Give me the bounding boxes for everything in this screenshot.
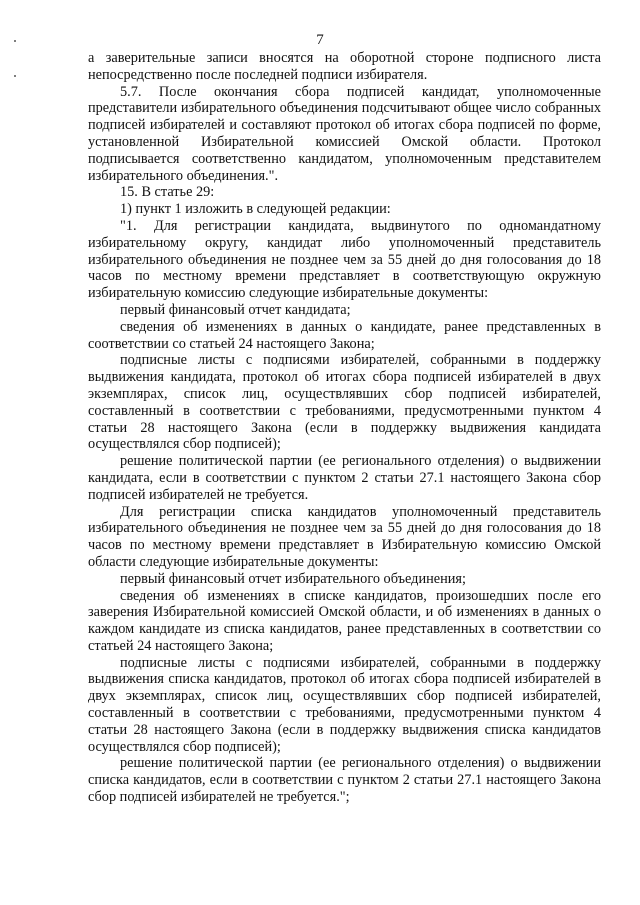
scan-artifact (14, 40, 16, 42)
list-item-list-changes: сведения об изменениях в списке кандидатов, произошедших после его заверения Избирательной комиссией Омской области, и об изменениях в данных о каждом кандидате из списка кандидатов, ранее представленных в соответствии со статьей 24 настоящего Закона; (88, 587, 601, 654)
paragraph-continuation: а заверительные записи вносятся на оборотной стороне подписного листа непосредственно после последней подписи избирателя. (88, 50, 601, 83)
list-item-list-party-decision: решение политической партии (ее регионального отделения) о выдвижении списка кандидатов, если в соответствии с пунктом 2 статьи 27.1 настоящего Закона сбор подписей избирателей не требуется."; (88, 755, 601, 806)
scan-artifact (14, 75, 16, 77)
paragraph-5-7: 5.7. После окончания сбора подписей кандидат, уполномоченные представители избирательного объединения подсчитывают общее число собранных подписей избирателей и составляют протокол об итогах сбора подписей по форме, установленной Избирательной комиссией Омской области. Протокол подписывается соответственно кандидатом, уполномоченным представителем избирательного объединения.". (88, 83, 601, 184)
paragraph-clause-1-text: "1. Для регистрации кандидата, выдвинутого по одномандатному избирательному округу, кандидат либо уполномоченный представитель избирательного объединения не позднее чем за 55 дней до дня голосования до 18 часов по местному времени представляет в соответствующую окружную избирательную комиссию следующие избирательные документы: (88, 217, 601, 302)
list-item-financial-report: первый финансовый отчет кандидата; (120, 301, 351, 318)
page-number: 7 (316, 32, 324, 48)
paragraph-clause-1-intro: 1) пункт 1 изложить в следующей редакции: (120, 201, 391, 218)
paragraph-article-29-heading: 15. В статье 29: (120, 184, 215, 201)
paragraph-list-registration: Для регистрации списка кандидатов уполномоченный представитель избирательного объединения не позднее чем за 55 дней до дня голосования до 18 часов по местному времени представляет в Избирательную комиссию Омской области следующие избирательные документы: (88, 503, 601, 570)
document-body (88, 50, 601, 806)
list-item-party-decision: решение политической партии (ее регионального отделения) о выдвижении кандидата, если в соответствии с пунктом 2 статьи 27.1 настоящего Закона сбор подписей избирателей не требуется. (88, 453, 601, 503)
list-item-list-signature-sheets: подписные листы с подписями избирателей, собранными в поддержку выдвижения списка кандидатов, протокол об итогах сбора подписей избирателей в двух экземплярах, список лиц, осуществлявших сбор подписей избирателей, составленный в соответствии с требованиями, предусмотренными пунктом 4 статьи 28 настоящего Закона (если в поддержку выдвижения списка кандидатов осуществлялся сбор подписей); (88, 654, 601, 755)
list-item-signature-sheets: подписные листы с подписями избирателей, собранными в поддержку выдвижения кандидата, протокол об итогах сбора подписей избирателей в двух экземплярах, список лиц, осуществлявших сбор подписей избирателей, составленный в соответствии с требованиями, предусмотренными пунктом 4 статьи 28 настоящего Закона (если в поддержку выдвижения кандидата осуществлялся сбор подписей); (88, 352, 601, 453)
list-item-association-financial-report: первый финансовый отчет избирательного объединения; (120, 570, 466, 587)
list-item-changes-in-data: сведения об изменениях в данных о кандидате, ранее представленных в соответствии со статьей 24 настоящего Закона; (88, 318, 601, 352)
